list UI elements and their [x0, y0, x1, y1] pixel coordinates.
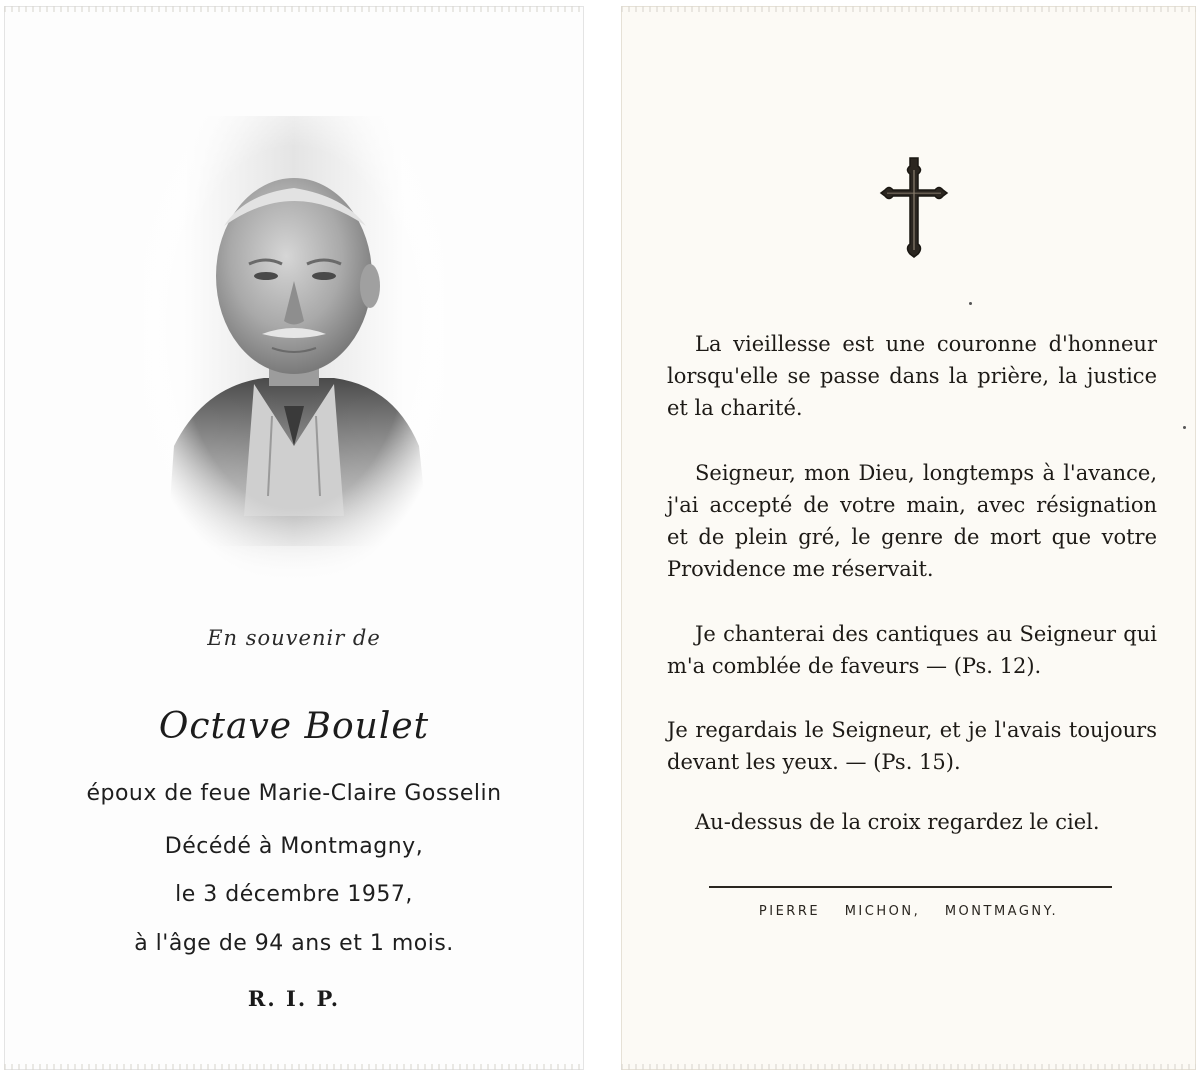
printer-credit: PIERRE MICHON, MONTMAGNY.: [758, 904, 1059, 919]
deckled-edge: [621, 6, 1196, 12]
verse-4: Je regardais le Seigneur, et je l'avais toujours devant les yeux. — (Ps. 15).: [667, 718, 1157, 774]
deckled-edge: [621, 1064, 1196, 1070]
death-date-line: le 3 décembre 1957,: [175, 882, 413, 907]
memorial-card-back: [621, 6, 1196, 1070]
verse-2: Seigneur, mon Dieu, longtemps à l'avance, j'ai accepté de votre main, avec résignation et de plein gré, le genre de mort que votre Providence me réservait.: [667, 461, 1157, 581]
print-speck: [969, 302, 972, 305]
age-line: à l'âge de 94 ans et 1 mois.: [134, 931, 454, 956]
deceased-name: Octave Boulet: [158, 706, 430, 747]
in-memory-of-text: En souvenir de: [207, 626, 381, 650]
verse-1: La vieillesse est une couronne d'honneur lorsqu'elle se passe dans la prière, la justice et la charité.: [667, 332, 1157, 420]
latin-cross-icon: [879, 156, 949, 258]
verse-3: Je chanterai des cantiques au Seigneur qui m'a comblée de faveurs — (Ps. 12).: [667, 622, 1157, 678]
divider-rule: [709, 886, 1112, 888]
verse-5: Au-dessus de la croix regardez le ciel.: [695, 810, 1100, 834]
deckled-edge: [4, 1064, 584, 1070]
death-place-line: Décédé à Montmagny,: [164, 834, 424, 859]
memorial-card-front: [4, 6, 584, 1070]
print-speck: [1183, 426, 1186, 429]
spouse-line: époux de feue Marie-Claire Gosselin: [86, 781, 502, 806]
deckled-edge: [4, 6, 584, 12]
rip-text: R. I. P.: [247, 986, 341, 1011]
portrait-photo: [144, 116, 444, 586]
